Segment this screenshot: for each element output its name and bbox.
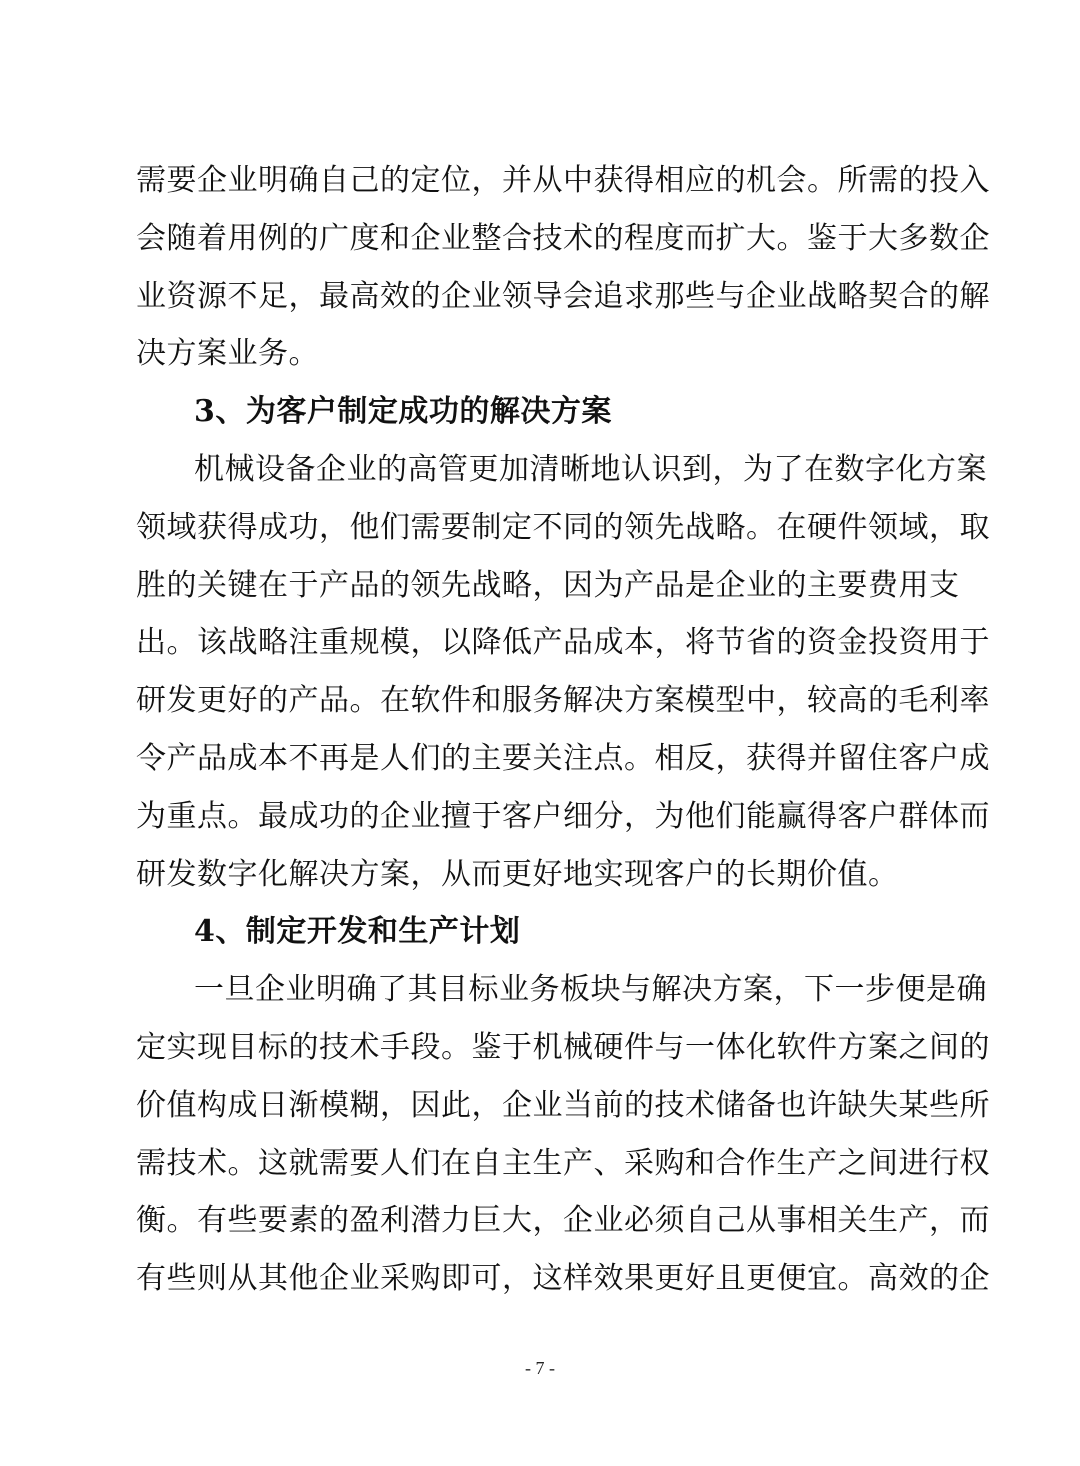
section-heading: 3、为客户制定成功的解决方案 — [194, 394, 612, 430]
body-line: 令产品成本不再是人们的主要关注点。相反，获得并留住客户成 — [136, 740, 990, 776]
body-line: 胜的关键在于产品的领先战略，因为产品是企业的主要费用支 — [136, 567, 960, 603]
body-line: 出。该战略注重规模，以降低产品成本，将节省的资金投资用于 — [136, 625, 990, 661]
body-line: 有些则从其他企业采购即可，这样效果更好且更便宜。高效的企 — [136, 1261, 990, 1297]
body-line: 研发数字化解决方案，从而更好地实现客户的长期价值。 — [136, 856, 899, 892]
body-line: 机械设备企业的高管更加清晰地认识到，为了在数字化方案 — [194, 451, 987, 487]
document-body — [136, 152, 990, 1308]
body-line: 会随着用例的广度和企业整合技术的程度而扩大。鉴于大多数企 — [136, 220, 990, 256]
section-heading: 4、制定开发和生产计划 — [194, 914, 521, 950]
body-line: 价值构成日渐模糊，因此，企业当前的技术储备也许缺失某些所 — [136, 1087, 990, 1123]
body-line: 领域获得成功，他们需要制定不同的领先战略。在硬件领域，取 — [136, 509, 990, 545]
page-number: - 7 - — [525, 1358, 555, 1378]
body-line: 业资源不足，最高效的企业领导会追求那些与企业战略契合的解 — [136, 278, 990, 314]
body-line: 决方案业务。 — [136, 336, 319, 372]
body-line: 一旦企业明确了其目标业务板块与解决方案，下一步便是确 — [194, 972, 987, 1008]
body-line: 衡。有些要素的盈利潜力巨大，企业必须自己从事相关生产，而 — [136, 1203, 990, 1239]
body-line: 定实现目标的技术手段。鉴于机械硬件与一体化软件方案之间的 — [136, 1029, 990, 1065]
body-line: 需技术。这就需要人们在自主生产、采购和合作生产之间进行权 — [136, 1145, 990, 1181]
body-line: 需要企业明确自己的定位，并从中获得相应的机会。所需的投入 — [136, 163, 990, 198]
body-line: 为重点。最成功的企业擅于客户细分，为他们能赢得客户群体而 — [136, 798, 990, 834]
body-line: 研发更好的产品。在软件和服务解决方案模型中，较高的毛利率 — [136, 683, 990, 719]
